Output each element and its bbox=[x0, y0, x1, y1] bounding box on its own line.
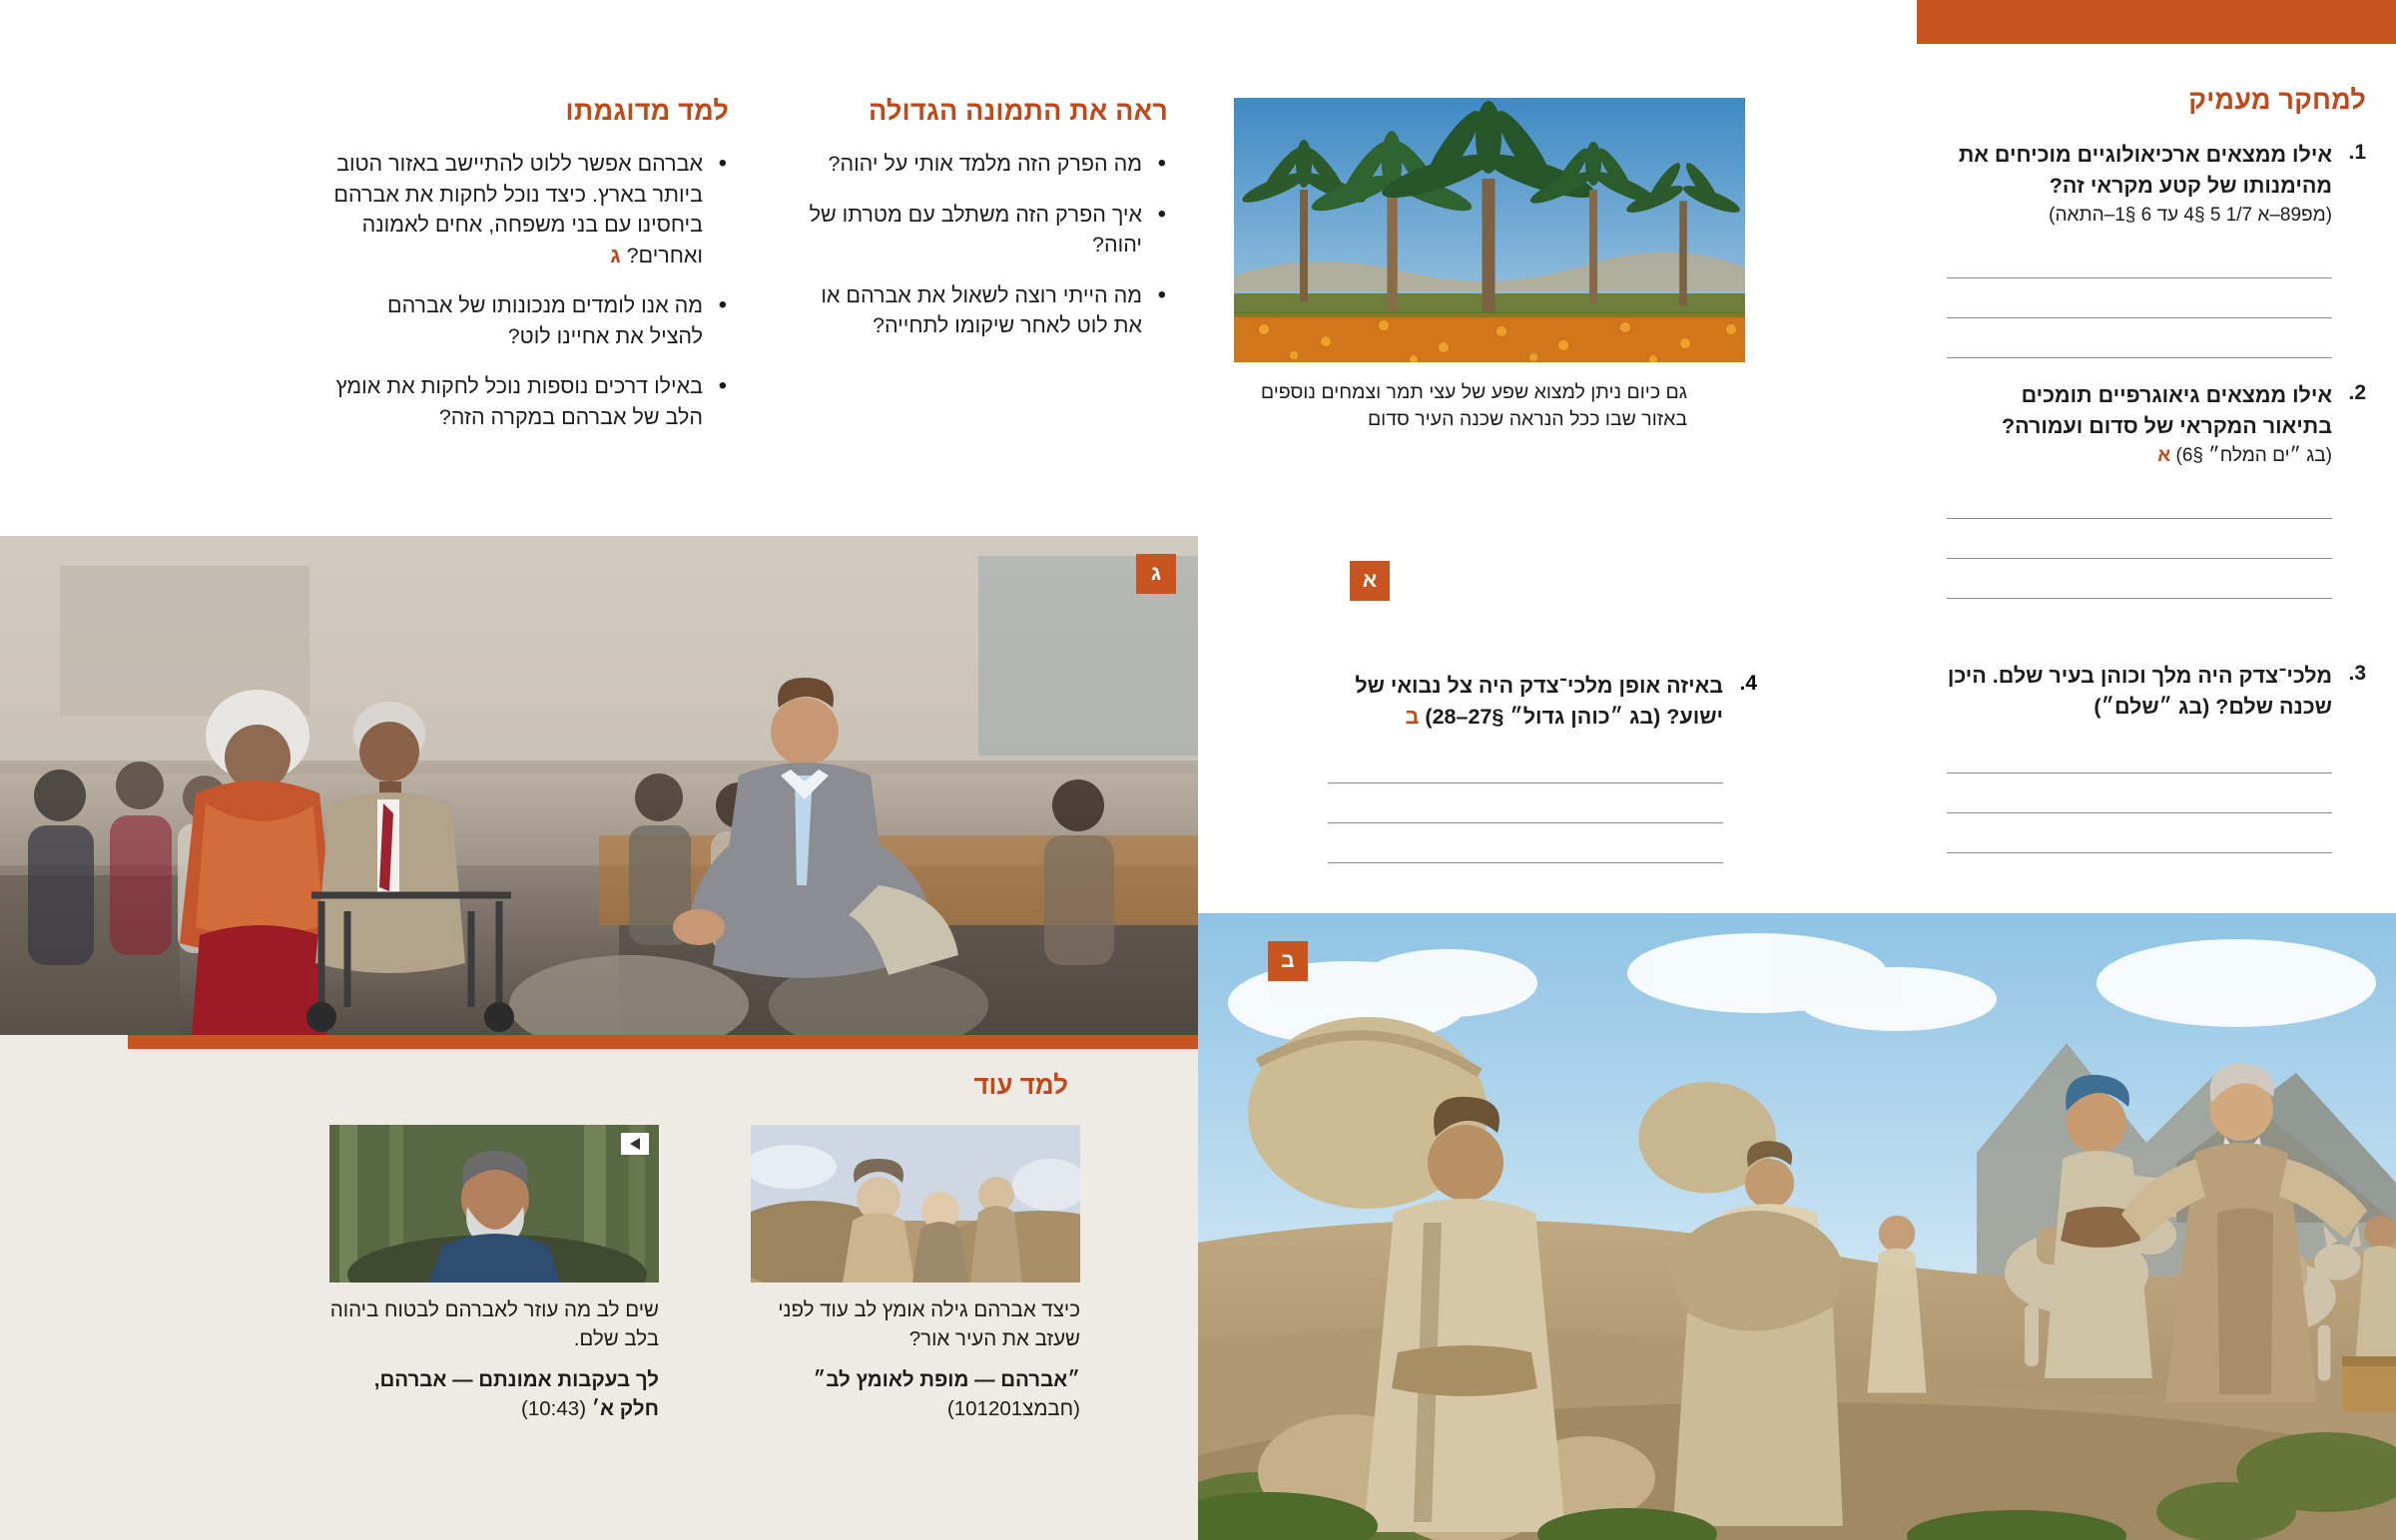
answer-line[interactable] bbox=[1328, 744, 1723, 783]
bullet-text: מה הפרק הזה מלמד אותי על יהוה? bbox=[828, 152, 1142, 176]
list-item bbox=[789, 149, 1142, 180]
answer-line[interactable] bbox=[1947, 734, 2332, 773]
list-item bbox=[789, 280, 1142, 341]
figure-label-a: א bbox=[1350, 561, 1390, 601]
photo-palm-grove bbox=[1234, 98, 1745, 362]
play-icon[interactable] bbox=[621, 1133, 649, 1155]
bullet-text: מה אנו לומדים מנכונותו של אברהם להציל את אחיינו לוט? bbox=[386, 293, 703, 348]
media-description: כיצד אברהם גילה אומץ לב עוד לפני שעזב את העיר אור? bbox=[778, 1298, 1080, 1350]
photo-kingdom-hall-greeting bbox=[0, 536, 1198, 1035]
citation-text: (בג ״ים המלח״ §6) bbox=[2175, 445, 2332, 467]
media-description: שים לב מה עוזר לאברהם לבטוח ביהוה בלב שלם. bbox=[329, 1298, 659, 1350]
answer-line[interactable] bbox=[1328, 783, 1723, 823]
deep-research-questions bbox=[1947, 140, 2366, 853]
answer-lines[interactable] bbox=[1947, 734, 2332, 853]
media-reference-code: (חבמצ101201) bbox=[946, 1397, 1080, 1421]
question-number: 4. bbox=[1739, 672, 1757, 695]
question-text: מלכי־צדק היה מלך וכוהן בעיר שלם. היכן שכנה שלם? (בג ״שלם״) bbox=[1947, 664, 2332, 719]
answer-line[interactable] bbox=[1328, 823, 1723, 863]
answer-line[interactable] bbox=[1947, 239, 2332, 278]
section-title-see-big-picture: ראה את התמונה הגדולה bbox=[869, 96, 1168, 126]
answer-line[interactable] bbox=[1947, 278, 2332, 318]
list-item bbox=[329, 371, 703, 432]
media-duration: (10:43) bbox=[521, 1397, 587, 1421]
bullet-text: איך הפרק הזה משתלב עם מטרתו של יהוה? bbox=[809, 202, 1142, 257]
video-thumbnail[interactable] bbox=[329, 1125, 659, 1283]
bullet-text: באילו דרכים נוספות נוכל לחקות את אומץ הלב של אברהם במקרה הזה? bbox=[335, 374, 703, 429]
question-number: 1. bbox=[2348, 141, 2366, 164]
page-top-accent-bar bbox=[1917, 0, 2396, 44]
learn-more-item-article[interactable] bbox=[751, 1125, 1080, 1424]
article-thumbnail[interactable] bbox=[751, 1125, 1080, 1283]
answer-line[interactable] bbox=[1947, 519, 2332, 559]
question-item-3 bbox=[1947, 661, 2366, 853]
question-citation: (מפ89–א 1/7 5 §4 עד 6 §1–התאה) bbox=[2049, 205, 2332, 227]
list-item bbox=[329, 149, 703, 270]
answer-line[interactable] bbox=[1947, 773, 2332, 813]
list-item bbox=[789, 200, 1142, 260]
answer-lines[interactable] bbox=[1947, 239, 2332, 358]
figure-label-g: ג bbox=[1136, 554, 1176, 594]
media-title bbox=[329, 1366, 659, 1423]
list-item bbox=[329, 290, 703, 351]
answer-line[interactable] bbox=[1947, 559, 2332, 599]
bullet-text: אברהם אפשר ללוט להתיישב באזור הטוב ביותר בארץ. כיצד נוכל לחקות את אברהם ביחסינו עם בני משפחה, אחים לאמונה ואחרים? ג bbox=[333, 152, 703, 267]
question-number: 3. bbox=[2348, 662, 2366, 686]
question-text: אילו ממצאים ארכיאולוגיים מוכיחים את מהימנותו של קטע מקראי זה? bbox=[1958, 143, 2332, 198]
see-big-picture-bullets bbox=[789, 149, 1168, 341]
section-title-learn-by-example: למד מדוגמתו bbox=[565, 96, 729, 126]
section-title-deep-research: למחקר מעמיק bbox=[2188, 85, 2366, 115]
question-citation bbox=[1947, 445, 2332, 467]
question-text bbox=[1328, 671, 1723, 732]
answer-lines[interactable] bbox=[1947, 479, 2332, 599]
bullet-text: מה הייתי רוצה לשאול את אברהם או את לוט לאחר שיקומו לתחייה? bbox=[821, 282, 1142, 338]
question-text-content: באיזה אופן מלכי־צדק היה צל נבואי של ישוע? (בג ״כוהן גדול״ §27–28) bbox=[1355, 674, 1723, 729]
answer-line[interactable] bbox=[1947, 479, 2332, 519]
figure-ref-inline: ג bbox=[610, 243, 621, 267]
section-see-big-picture bbox=[789, 96, 1168, 361]
illustration-melchizedek-blesses-abraham bbox=[1198, 913, 2396, 1540]
section-learn-by-example bbox=[329, 96, 729, 452]
figure-ref-b: ב bbox=[1405, 704, 1420, 729]
learn-more-item-video[interactable] bbox=[329, 1125, 659, 1424]
answer-line[interactable] bbox=[1947, 318, 2332, 358]
answer-lines[interactable] bbox=[1328, 744, 1723, 863]
question-number: 2. bbox=[2348, 381, 2366, 405]
question-text: אילו ממצאים גיאוגרפיים תומכים בתיאור המקראי של סדום ועמורה? bbox=[2001, 383, 2332, 438]
section-deep-research bbox=[1947, 85, 2366, 861]
answer-line[interactable] bbox=[1947, 813, 2332, 853]
question-item-4 bbox=[1328, 671, 1757, 863]
media-title-text: לך בעקבות אמונתם — אברהם, חלק א׳ bbox=[373, 1368, 659, 1421]
question-item-1 bbox=[1947, 140, 2366, 358]
section-title-learn-more: למד עוד bbox=[973, 1070, 1068, 1100]
question-item-2 bbox=[1947, 380, 2366, 599]
learn-more-rule bbox=[128, 1035, 1198, 1049]
figure-ref-a: א bbox=[2157, 445, 2171, 467]
palm-photo-caption: גם כיום ניתן למצוא שפע של עצי תמר וצמחים נוספים באזור שבו ככל הנראה שכנה העיר סדום bbox=[1260, 381, 1687, 430]
figure-label-b: ב bbox=[1268, 941, 1308, 981]
media-title bbox=[751, 1366, 1080, 1423]
media-title-text: ״אברהם — מופת לאומץ לב״ bbox=[813, 1368, 1080, 1392]
learn-by-example-bullets bbox=[329, 149, 729, 432]
